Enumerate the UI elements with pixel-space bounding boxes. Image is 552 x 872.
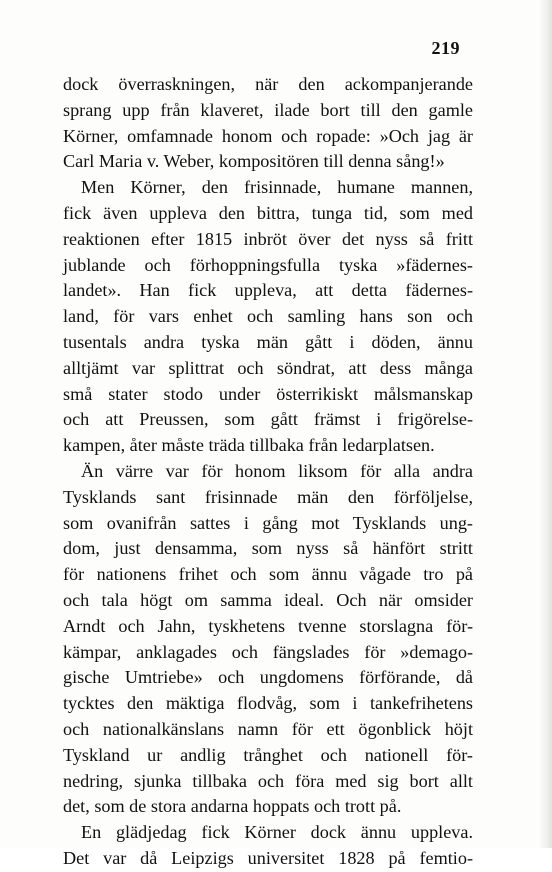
text-line: som ovanifrån sattes i gång mot Tysklands ung- bbox=[63, 512, 473, 533]
text-line: Carl Maria v. Weber, kompositören till denna sång!» bbox=[63, 151, 445, 172]
text-line: tycktes den mäktiga flodvåg, som i tankefrihetens bbox=[63, 693, 473, 714]
text-line: Arndt och Jahn, tyskhetens tvenne storslagna för- bbox=[63, 615, 473, 636]
page-number: 219 bbox=[431, 38, 460, 58]
text-line: Än värre var för honom liksom för alla andra bbox=[81, 460, 473, 481]
text-line: och nationalkänslans namn för ett ögonblick höjt bbox=[63, 718, 473, 739]
text-line: små stater stodo under österrikiskt målsmanskap bbox=[63, 383, 473, 404]
text-line: land, för vars enhet och samling hans son och bbox=[63, 306, 473, 327]
text-line: dock överraskningen, när den ackompanjerande bbox=[63, 74, 473, 94]
text-line: kämpar, anklagades och fängslades för »demago- bbox=[63, 641, 473, 662]
text-line: jublande och förhoppningsfulla tyska »fädernes- bbox=[63, 254, 473, 275]
text-line: fick även uppleva den bittra, tunga tid, som med bbox=[63, 202, 473, 223]
text-line: En glädjedag fick Körner dock ännu uppleva. bbox=[81, 822, 473, 843]
text-line: landet». Han fick uppleva, att detta fädernes- bbox=[63, 280, 473, 301]
text-line: Tyskland ur andlig trånghet och nationell för- bbox=[63, 744, 473, 765]
text-line: det, som de stora andarna hoppats och trott på. bbox=[63, 796, 402, 817]
text-line: och tala högt om samma ideal. Och när omsider bbox=[63, 589, 473, 610]
text-line: kampen, åter måste träda tillbaka från ledarplatsen. bbox=[63, 435, 435, 456]
text-line: dom, just densamma, som nyss så hänfört stritt bbox=[63, 538, 473, 559]
text-line: gische Umtriebe» och ungdomens förförande, då bbox=[63, 667, 473, 688]
text-line: Körner, omfamnade honom och ropade: »Och jag är bbox=[63, 125, 473, 146]
page-edge-shadow bbox=[538, 0, 552, 848]
body-text bbox=[63, 72, 473, 872]
text-line: tusentals andra tyska män gått i döden, ännu bbox=[63, 331, 473, 352]
text-line: sprang upp från klaveret, ilade bort till den gamle bbox=[63, 99, 473, 120]
text-line: Tysklands sant frisinnade män den förföljelse, bbox=[63, 486, 473, 507]
text-line: Det var då Leipzigs universitet 1828 på femtio- bbox=[63, 847, 473, 868]
text-line: reaktionen efter 1815 inbröt över det nyss så fritt bbox=[63, 228, 473, 249]
text-line: för nationens frihet och som ännu vågade tro på bbox=[63, 564, 473, 585]
text-line: alltjämt var splittrat och söndrat, att dess många bbox=[63, 357, 473, 378]
text-line: Men Körner, den frisinnade, humane mannen, bbox=[81, 177, 473, 198]
text-line: och att Preussen, som gått främst i frigörelse- bbox=[63, 409, 473, 430]
text-line: nedring, sjunka tillbaka och föra med sig bort allt bbox=[63, 770, 473, 791]
